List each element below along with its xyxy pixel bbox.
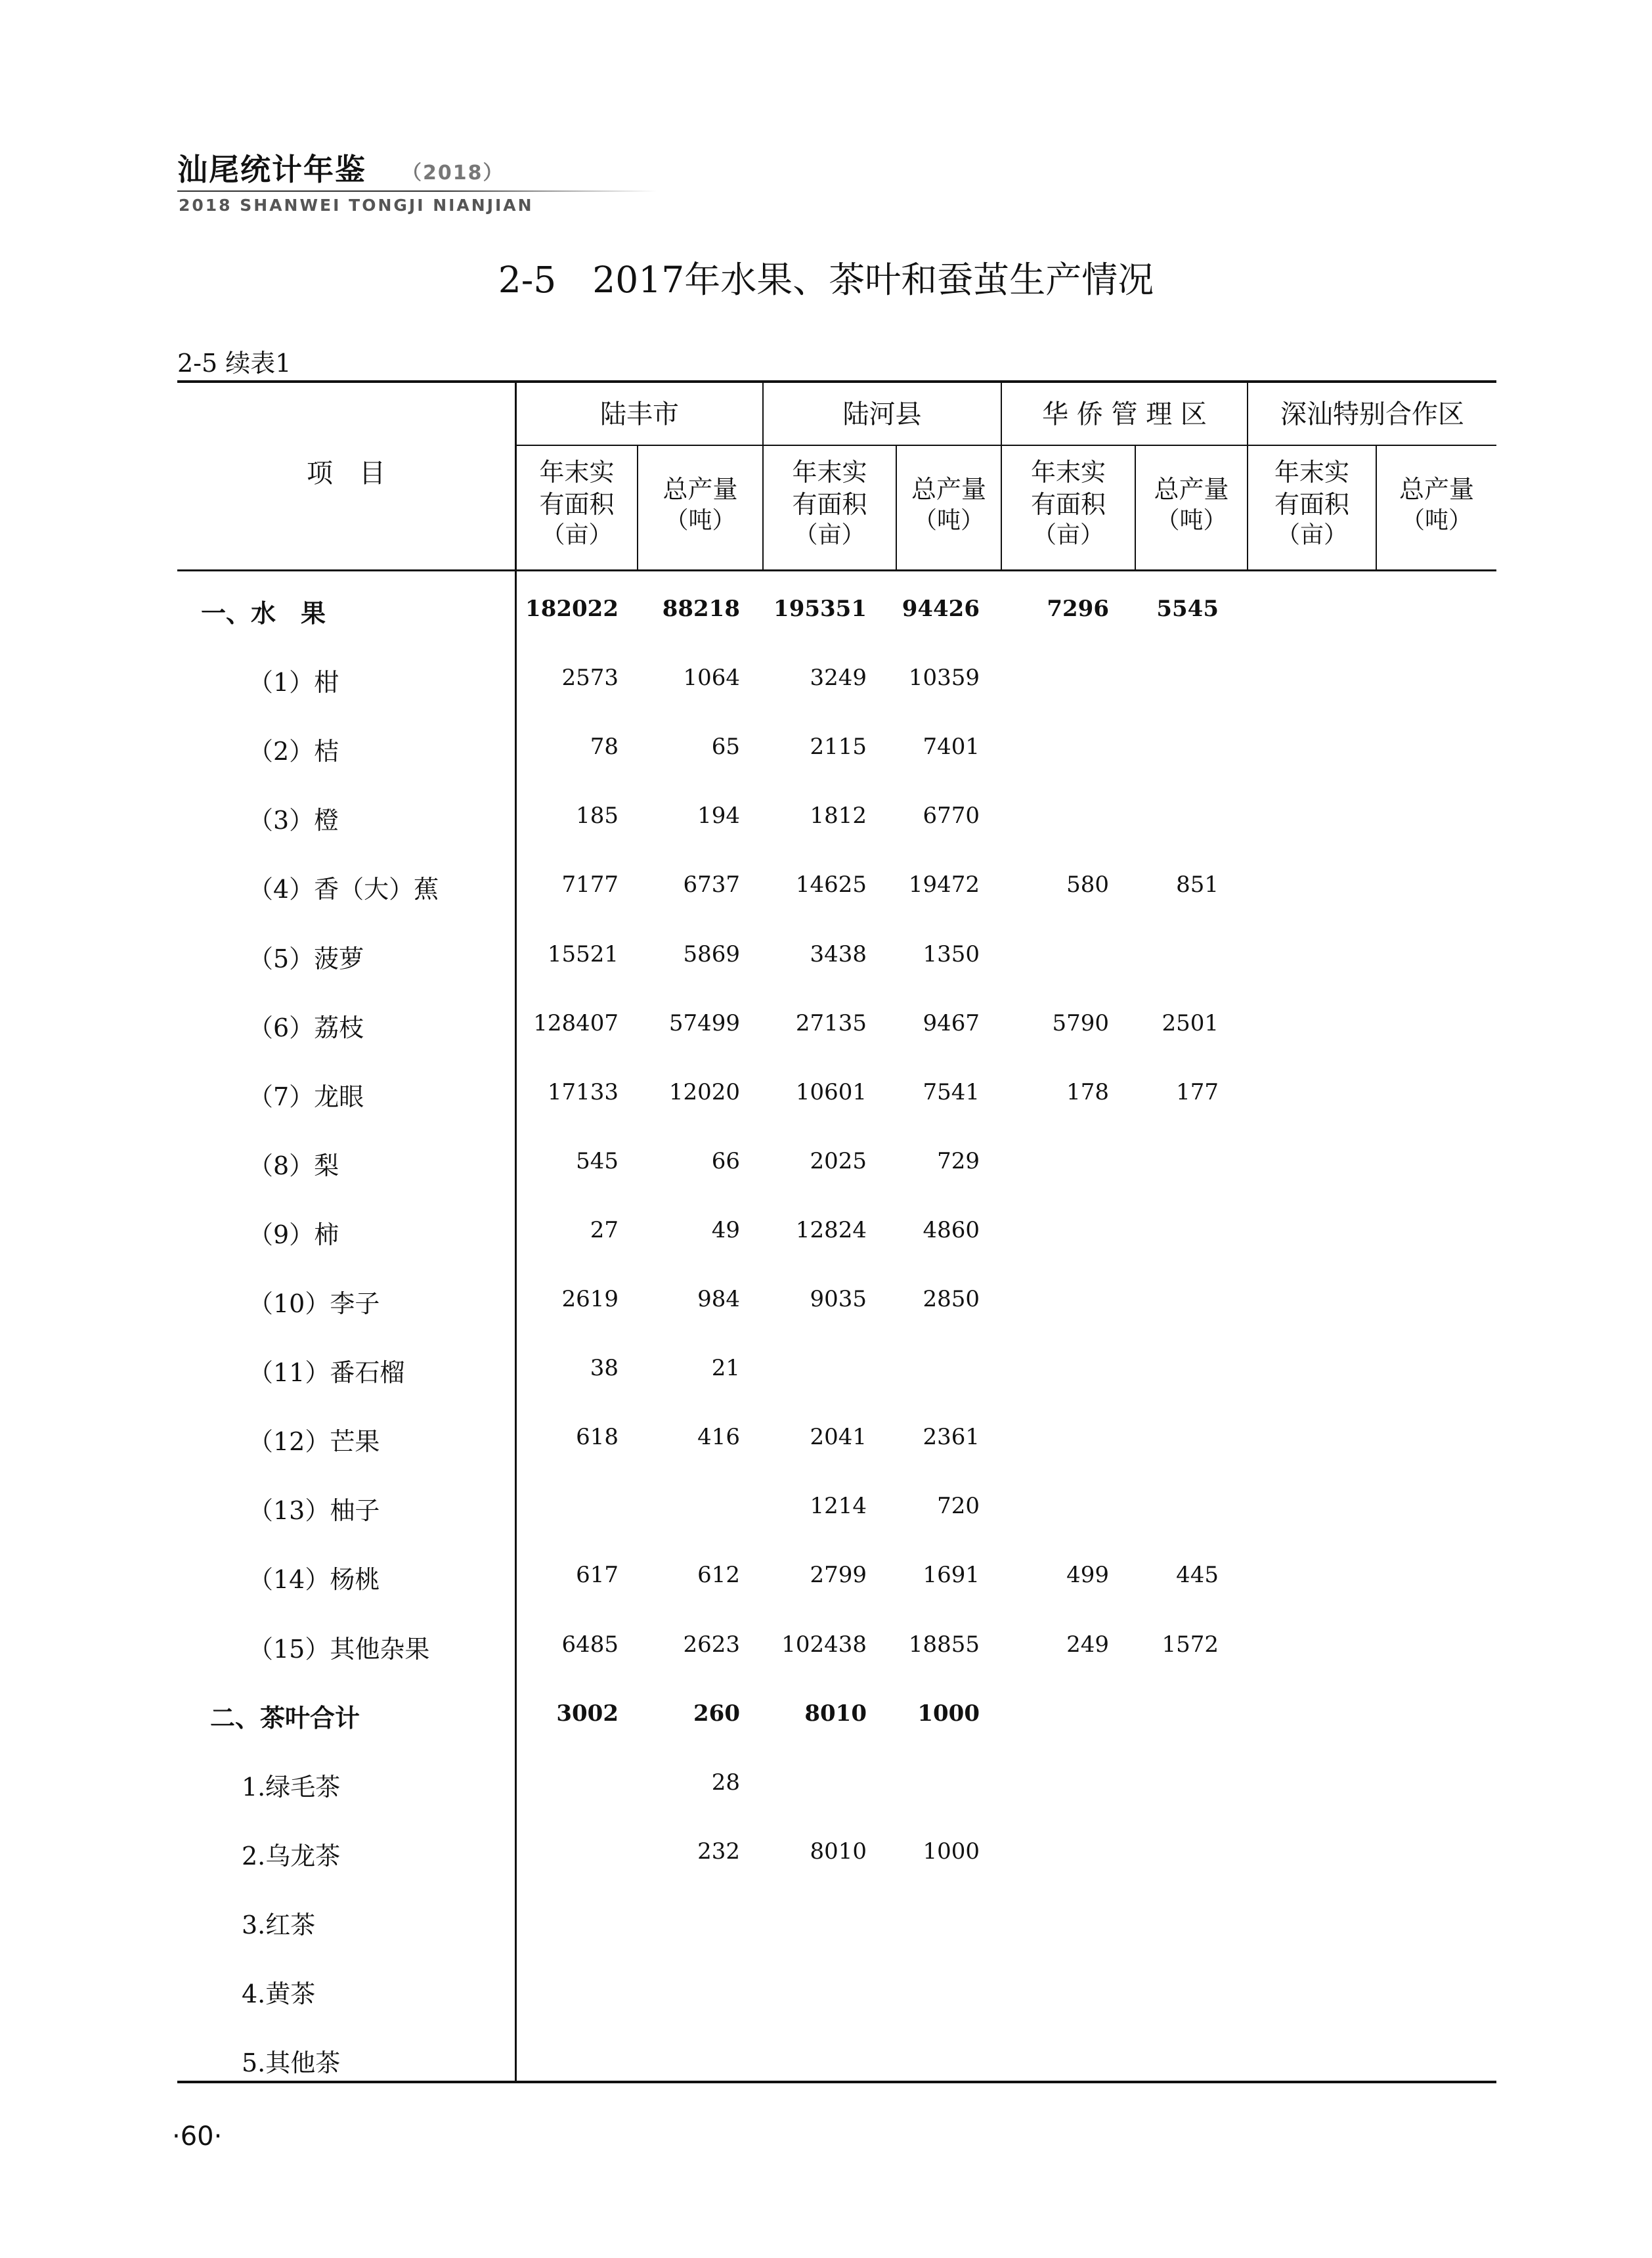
row-value: 6485 <box>561 1631 619 1658</box>
row-value: 182022 <box>525 596 619 622</box>
row-value: 66 <box>711 1148 740 1174</box>
row-value: 7177 <box>561 872 619 898</box>
row-value: 27 <box>590 1217 619 1243</box>
row-label: （13）柚子 <box>248 1496 380 1525</box>
sub-header-area <box>517 456 637 550</box>
table-row <box>177 1485 1496 1524</box>
yearbook-subtitle: 2018 SHANWEI TONGJI NIANJIAN <box>179 196 534 215</box>
sub-header-line: 年末实 <box>792 458 867 487</box>
row-label: （2）桔 <box>248 737 339 766</box>
table-row <box>177 1968 1496 2008</box>
sub-header-line: （亩） <box>1276 521 1347 549</box>
sub-header-line: （亩） <box>794 521 865 549</box>
row-value: 5790 <box>1052 1010 1109 1036</box>
region-header-rule <box>516 445 1496 446</box>
row-value: 617 <box>576 1562 619 1588</box>
row-value: 21 <box>711 1355 740 1381</box>
row-value: 12020 <box>668 1079 740 1105</box>
row-value: 65 <box>711 734 740 760</box>
table-row <box>177 933 1496 973</box>
sub-header-line: 总产量 <box>663 475 738 504</box>
table-row <box>177 2037 1496 2077</box>
sub-header-line: 有面积 <box>1274 489 1349 519</box>
row-label: （14）杨桃 <box>248 1565 380 1594</box>
table-row <box>177 864 1496 903</box>
sub-header-line: 年末实 <box>539 458 615 487</box>
header-rule <box>177 190 657 192</box>
row-value: 5869 <box>683 941 740 967</box>
row-value: 6737 <box>683 872 740 898</box>
row-value: 729 <box>937 1148 980 1174</box>
row-value: 1214 <box>810 1493 867 1519</box>
row-label: （1）柑 <box>248 668 339 697</box>
row-value: 1350 <box>923 941 980 967</box>
row-value: 2115 <box>810 734 867 760</box>
sub-header-line: 总产量 <box>1399 475 1474 504</box>
row-value: 177 <box>1176 1079 1219 1105</box>
row-label: （7）龙眼 <box>248 1082 364 1111</box>
row-value: 49 <box>711 1217 740 1243</box>
table-row <box>177 1071 1496 1111</box>
row-value: 720 <box>937 1493 980 1519</box>
sub-header-output <box>897 474 1001 536</box>
row-value: 178 <box>1066 1079 1109 1105</box>
row-value: 499 <box>1066 1562 1109 1588</box>
sub-header-line: 年末实 <box>1274 458 1349 487</box>
row-value: 416 <box>697 1424 740 1450</box>
row-value: 57499 <box>668 1010 740 1036</box>
row-value: 94426 <box>902 596 980 622</box>
row-value: 10359 <box>908 665 980 691</box>
row-value: 2573 <box>561 665 619 691</box>
sub-header-area <box>1248 456 1376 550</box>
table-row <box>177 1554 1496 1593</box>
table-row <box>177 1347 1496 1386</box>
row-label: 1.绿毛茶 <box>242 1773 341 1802</box>
table-row <box>177 1140 1496 1180</box>
row-value: 9467 <box>923 1010 980 1036</box>
row-label: 一、水 果 <box>201 599 326 628</box>
data-table <box>177 380 1496 2083</box>
row-label: （9）柿 <box>248 1220 339 1249</box>
row-label: （5）菠萝 <box>248 944 364 973</box>
sub-header-line: 总产量 <box>911 475 986 504</box>
row-value: 185 <box>576 803 619 829</box>
table-row <box>177 1416 1496 1455</box>
table-row <box>177 1624 1496 1663</box>
row-value: 232 <box>697 1838 740 1865</box>
sub-header-line: 年末实 <box>1030 458 1106 487</box>
item-header: 项 目 <box>307 458 385 489</box>
row-label: （12）芒果 <box>248 1427 380 1456</box>
row-label: 5.其他茶 <box>242 2048 341 2077</box>
sub-header-output <box>1136 474 1247 536</box>
sub-header-output <box>638 474 762 536</box>
row-value: 2361 <box>923 1424 980 1450</box>
region-header-shenshan: 深汕特别合作区 <box>1280 399 1464 430</box>
row-label: （8）梨 <box>248 1151 339 1180</box>
sub-header-line: （吨） <box>913 506 984 534</box>
continuation-label: 2-5 续表1 <box>177 349 292 378</box>
table-row <box>177 1002 1496 1042</box>
row-value: 14625 <box>795 872 867 898</box>
sub-header-line: （亩） <box>541 521 613 549</box>
sub-header-line: 有面积 <box>792 489 867 519</box>
row-value: 38 <box>590 1355 619 1381</box>
row-value: 851 <box>1176 872 1219 898</box>
table-top-rule <box>177 380 1496 383</box>
sub-header-line: 有面积 <box>539 489 615 519</box>
header-bottom-rule <box>177 569 1496 571</box>
row-value: 2501 <box>1162 1010 1219 1036</box>
row-value: 618 <box>576 1424 619 1450</box>
row-value: 9035 <box>810 1286 867 1312</box>
row-value: 1064 <box>683 665 740 691</box>
sub-header-area <box>1002 456 1135 550</box>
table-row <box>177 1693 1496 1732</box>
row-value: 249 <box>1066 1631 1109 1658</box>
row-label: 二、茶叶合计 <box>210 1704 360 1733</box>
row-label: 2.乌龙茶 <box>242 1842 341 1871</box>
page-number: ·60· <box>172 2121 223 2152</box>
sub-header-line: （亩） <box>1032 521 1104 549</box>
sub-header-output <box>1377 474 1496 536</box>
row-label: （10）李子 <box>248 1289 380 1318</box>
row-value: 8010 <box>810 1838 867 1865</box>
row-value: 15521 <box>547 941 619 967</box>
yearbook-year: （2018） <box>402 162 504 185</box>
sub-header-line: 总产量 <box>1154 475 1229 504</box>
row-label: （15）其他杂果 <box>248 1635 430 1664</box>
table-bottom-rule <box>177 2081 1496 2083</box>
row-value: 12824 <box>795 1217 867 1243</box>
page-title: 2-5 2017年水果、茶叶和蚕茧生产情况 <box>498 259 1154 301</box>
row-value: 88218 <box>662 596 740 622</box>
row-value: 18855 <box>908 1631 980 1658</box>
table-row <box>177 1278 1496 1317</box>
table-row <box>177 1899 1496 1939</box>
row-value: 194 <box>697 803 740 829</box>
row-value: 195351 <box>773 596 867 622</box>
table-row <box>177 1209 1496 1249</box>
row-value: 1000 <box>923 1838 980 1865</box>
row-value: 2041 <box>810 1424 867 1450</box>
row-value: 260 <box>693 1700 740 1727</box>
table-row <box>177 1761 1496 1801</box>
row-value: 27135 <box>795 1010 867 1036</box>
row-value: 8010 <box>804 1700 867 1727</box>
row-value: 2799 <box>810 1562 867 1588</box>
row-value: 7401 <box>923 734 980 760</box>
table-row <box>177 726 1496 765</box>
row-value: 612 <box>697 1562 740 1588</box>
row-value: 128407 <box>533 1010 619 1036</box>
sub-header-line: （吨） <box>1401 506 1472 534</box>
row-label: （4）香（大）蕉 <box>248 875 439 904</box>
yearbook-title: 汕尾统计年鉴 <box>177 152 366 187</box>
row-value: 2623 <box>683 1631 740 1658</box>
row-value: 3438 <box>810 941 867 967</box>
sub-header-line: 有面积 <box>1030 489 1106 519</box>
row-value: 2619 <box>561 1286 619 1312</box>
table-row <box>177 795 1496 834</box>
row-value: 2025 <box>810 1148 867 1174</box>
row-value: 7296 <box>1047 596 1109 622</box>
row-value: 5545 <box>1156 596 1219 622</box>
row-value: 3249 <box>810 665 867 691</box>
row-value: 545 <box>576 1148 619 1174</box>
row-value: 1812 <box>810 803 867 829</box>
region-header-lufeng: 陆丰市 <box>600 399 679 430</box>
row-value: 3002 <box>556 1700 619 1727</box>
row-value: 1572 <box>1162 1631 1219 1658</box>
row-label: 4.黄茶 <box>242 1980 316 2008</box>
row-value: 1691 <box>923 1562 980 1588</box>
sub-header-line: （吨） <box>1156 506 1227 534</box>
row-value: 1000 <box>917 1700 980 1727</box>
row-label: （11）番石榴 <box>248 1358 405 1387</box>
table-row <box>177 588 1496 627</box>
row-value: 4860 <box>923 1217 980 1243</box>
row-value: 6770 <box>923 803 980 829</box>
row-label: （3）橙 <box>248 806 339 835</box>
region-header-huaqiao: 华 侨 管 理 区 <box>1042 399 1207 430</box>
row-value: 28 <box>711 1769 740 1796</box>
row-value: 102438 <box>781 1631 867 1658</box>
row-value: 2850 <box>923 1286 980 1312</box>
sub-header-area <box>764 456 896 550</box>
row-value: 10601 <box>795 1079 867 1105</box>
row-label: （6）荔枝 <box>248 1013 364 1042</box>
table-row <box>177 657 1496 696</box>
row-value: 445 <box>1176 1562 1219 1588</box>
row-value: 78 <box>590 734 619 760</box>
row-value: 17133 <box>547 1079 619 1105</box>
row-value: 984 <box>697 1286 740 1312</box>
table-row <box>177 1830 1496 1870</box>
row-value: 19472 <box>908 872 980 898</box>
row-label: 3.红茶 <box>242 1911 316 1939</box>
region-header-luhe: 陆河县 <box>842 399 922 430</box>
row-value: 580 <box>1066 872 1109 898</box>
row-value: 7541 <box>923 1079 980 1105</box>
sub-header-line: （吨） <box>664 506 736 534</box>
